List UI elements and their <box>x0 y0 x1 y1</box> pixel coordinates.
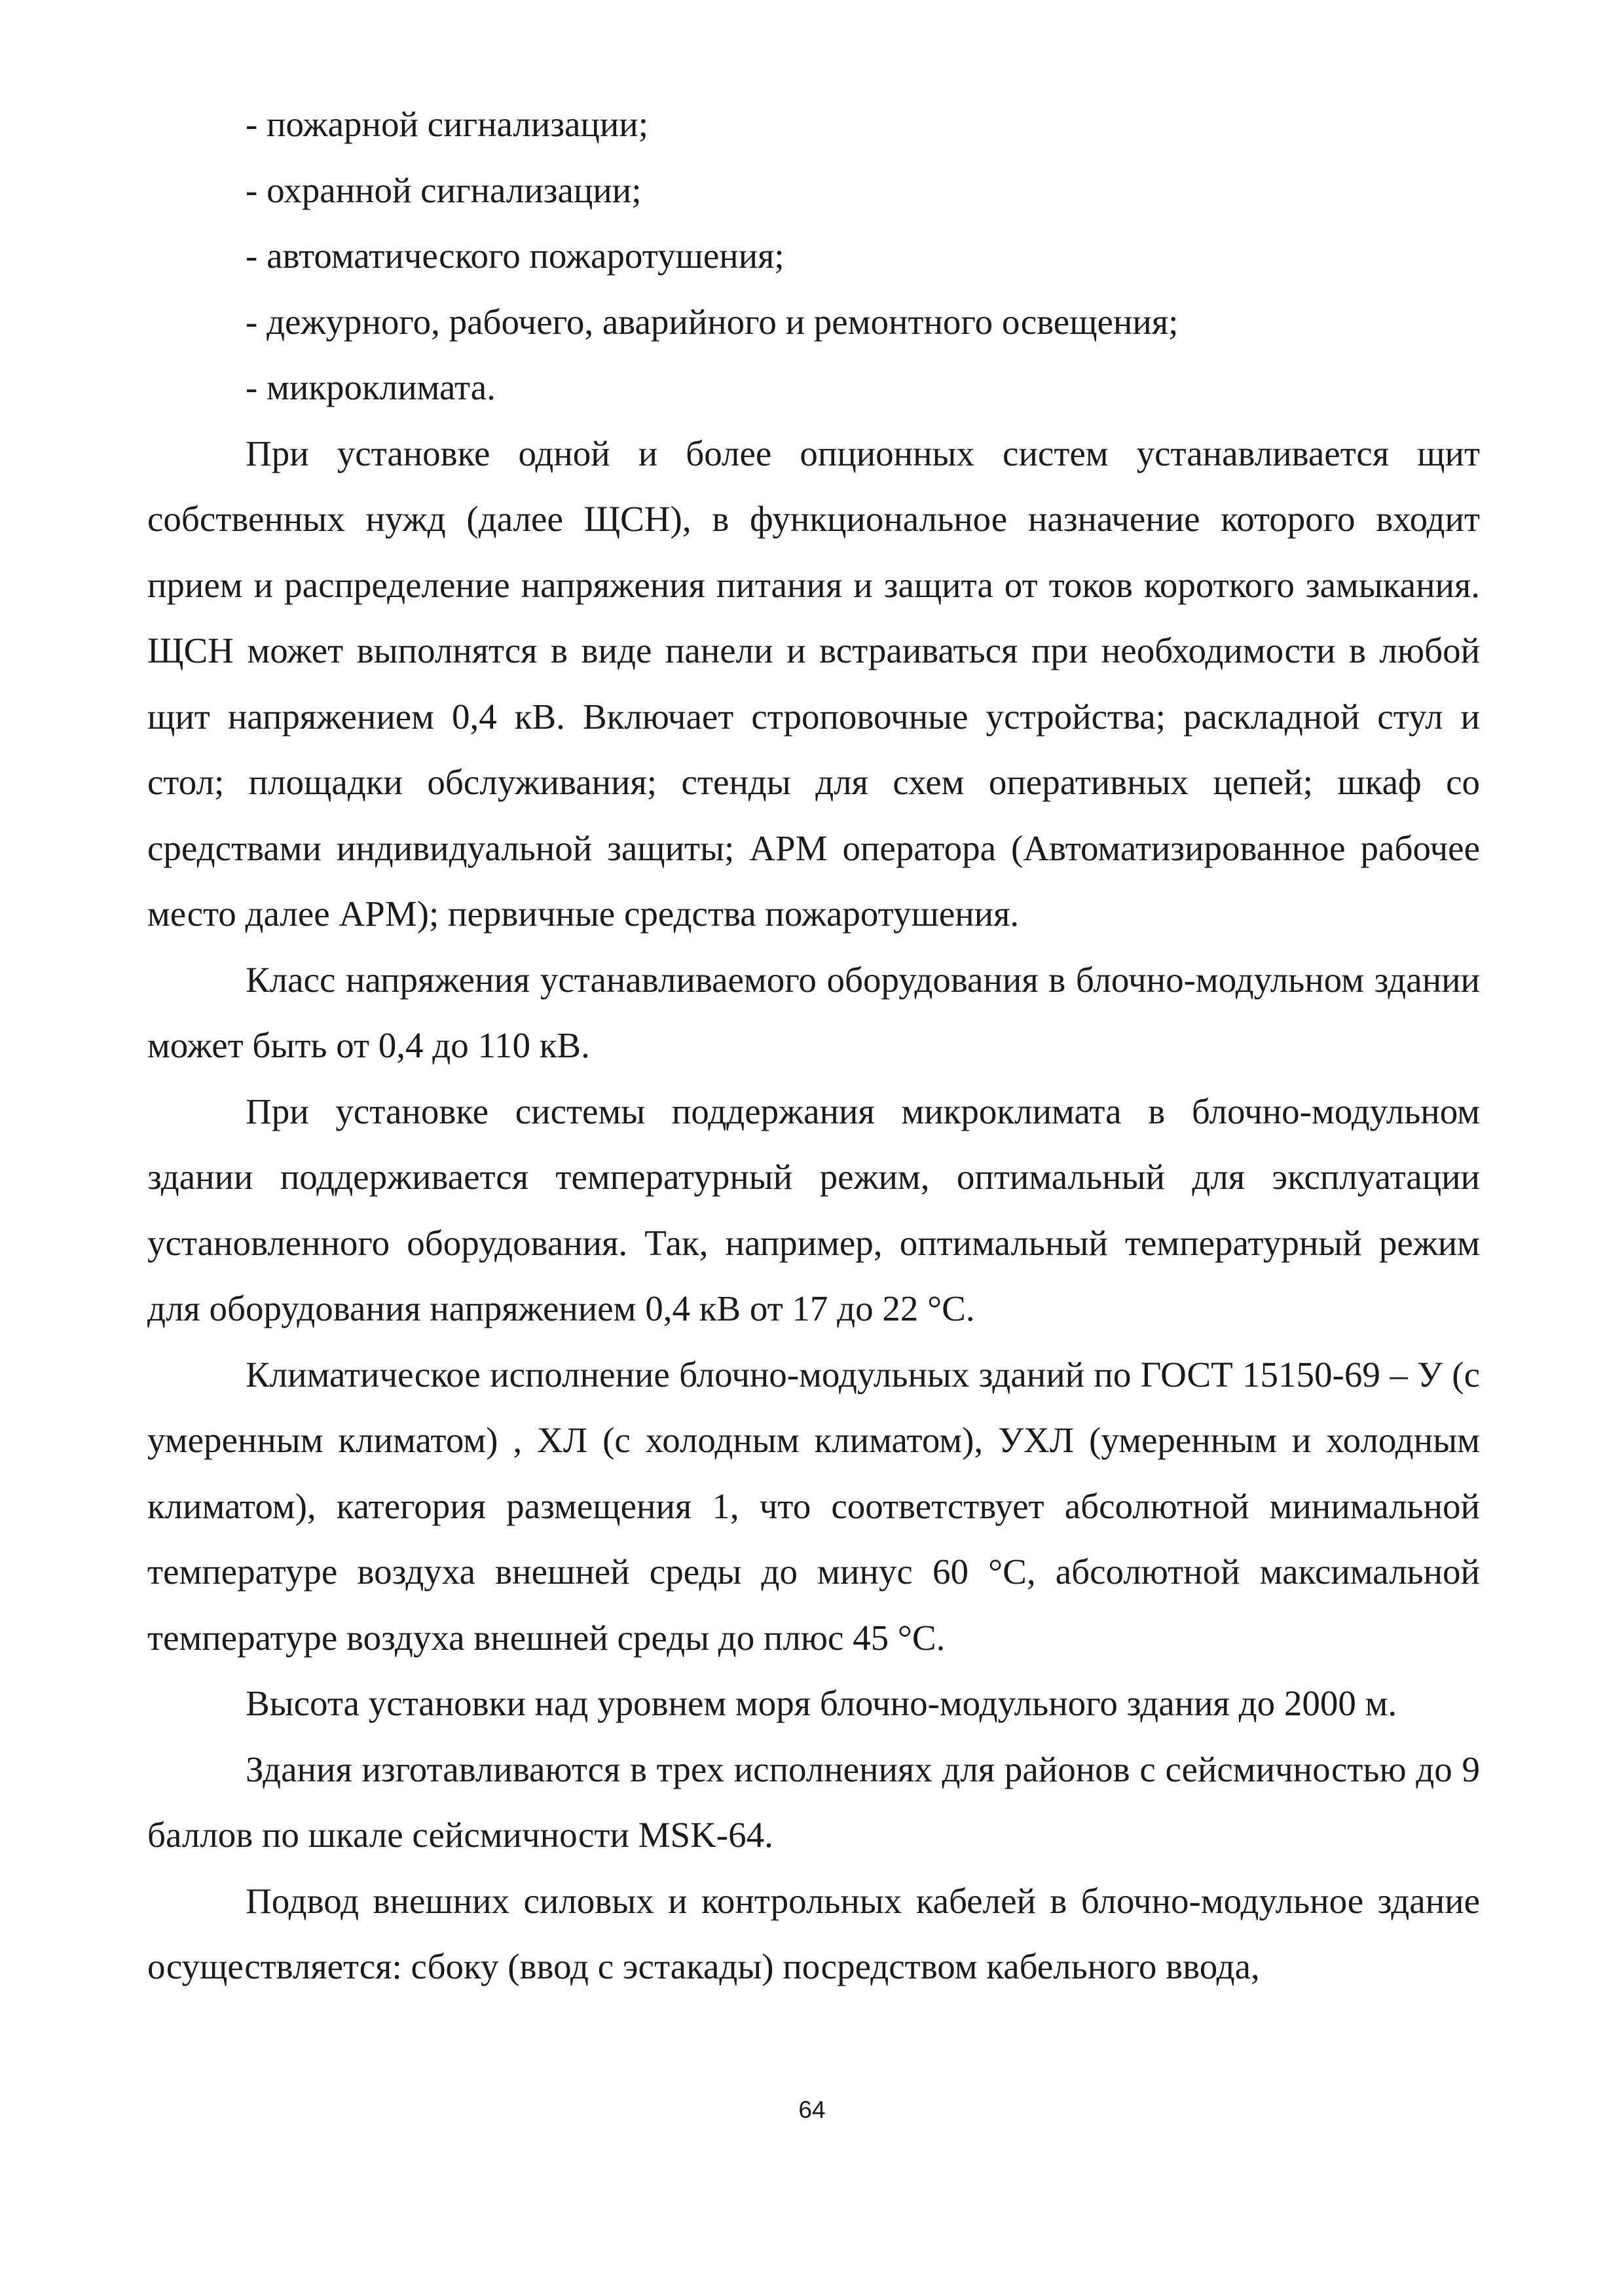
paragraph-seismic: Здания изготавливаются в трех исполнениях для районов с сейсмичностью до 9 баллов по шкале сейсмичности MSK-64. <box>147 1749 1480 1855</box>
paragraph-voltage-class: Класс напряжения устанавливаемого оборудования в блочно-модульном здании может быть от 0,4 до 110 кВ. <box>147 959 1480 1065</box>
list-item-fire-alarm: - пожарной сигнализации; <box>246 104 648 144</box>
paragraph-climatic-version: Климатическое исполнение блочно-модульных зданий по ГОСТ 15150-69 – У (с умеренным климатом) , ХЛ (с холодным климатом), УХЛ (умеренным и холодным климатом), категория размещения 1, что соответствует абсолютной минимальной температуре воздуха внешней среды до минус 60 °С, абсолютной максимальной температуре воздуха внешней среды до плюс 45 °С. <box>147 1354 1480 1658</box>
list-item-security-alarm: - охранной сигнализации; <box>246 170 642 210</box>
list-item-lighting: - дежурного, рабочего, аварийного и ремонтного освещения; <box>246 301 1179 342</box>
page-number: 64 <box>798 2096 826 2123</box>
paragraph-auxiliary-panel: При установке одной и более опционных систем устанавливается щит собственных нужд (далее ЩСН), в функциональное назначение которого входит прием и распределение напряжения питания и защита от токов короткого замыкания. ЩСН может выполнятся в виде панели и встраиваться при необходимости в любой щит напряжением 0,4 кВ. Включает строповочные устройства; раскладной стул и стол; площадки обслуживания; стенды для схем оперативных цепей; шкаф со средствами индивидуальной защиты; АРМ оператора (Автоматизированное рабочее место далее АРМ); первичные средства пожаротушения. <box>147 433 1480 934</box>
list-item-microclimate: - микроклимата. <box>246 367 496 407</box>
paragraph-altitude: Высота установки над уровнем моря блочно-модульного здания до 2000 м. <box>246 1683 1397 1723</box>
paragraph-cable-entry: Подвод внешних силовых и контрольных кабелей в блочно-модульное здание осуществляется: сбоку (ввод с эстакады) посредством кабельного ввода, <box>147 1880 1480 1986</box>
list-item-auto-fire-extinguishing: - автоматического пожаротушения; <box>246 236 784 276</box>
document-body <box>147 92 1480 2000</box>
paragraph-microclimate-system: При установке системы поддержания микроклимата в блочно-модульном здании поддерживается температурный режим, оптимальный для эксплуатации установленного оборудования. Так, например, оптимальный температурный режим для оборудования напряжением 0,4 кВ от 17 до 22 °С. <box>147 1091 1480 1328</box>
